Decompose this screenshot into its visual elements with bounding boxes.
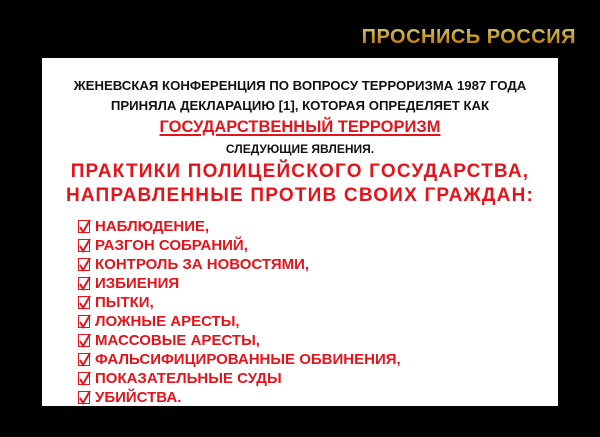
list-item: [78, 331, 558, 350]
list-item: [78, 350, 558, 369]
checkmark-icon: [78, 258, 90, 271]
list-item-label: РАЗГОН СОБРАНИЙ,: [95, 237, 248, 254]
list-item: [78, 236, 558, 255]
checkmark-icon: [78, 372, 90, 385]
checkmark-icon: [78, 391, 90, 404]
list-item-label: ИЗБИЕНИЯ: [95, 275, 180, 292]
checkmark-icon: [78, 353, 90, 366]
list-item: [78, 369, 558, 388]
list-item: [78, 217, 558, 236]
list-item-label: НАБЛЮДЕНИЕ,: [95, 218, 210, 235]
list-item-label: ЛОЖНЫЕ АРЕСТЫ,: [95, 313, 240, 330]
heading-line-1: ПРАКТИКИ ПОЛИЦЕЙСКОГО ГОСУДАРСТВА,: [70, 161, 530, 182]
heading-line-2: НАПРАВЛЕННЫЕ ПРОТИВ СВОИХ ГРАЖДАН:: [65, 185, 535, 206]
list-item-label: ПЫТКИ,: [95, 294, 154, 311]
list-item-label: МАССОВЫЕ АРЕСТЫ,: [95, 332, 260, 349]
intro-line-2: ПРИНЯЛА ДЕКЛАРАЦИЮ [1], КОТОРАЯ ОПРЕДЕЛЯЕТ КАК: [110, 98, 490, 113]
following-text: СЛЕДУЮЩИЕ ЯВЛЕНИЯ.: [225, 142, 375, 156]
list-item-label: КОНТРОЛЬ ЗА НОВОСТЯМИ,: [95, 256, 310, 273]
checkmark-icon: [78, 277, 90, 290]
declaration-card: [42, 58, 558, 406]
term-title: [42, 116, 558, 138]
checkmark-icon: [78, 296, 90, 309]
checkmark-icon: [78, 220, 90, 233]
list-item: [78, 388, 558, 407]
checkmark-icon: [78, 334, 90, 347]
list-item: [78, 255, 558, 274]
intro-line-1: ЖЕНЕВСКАЯ КОНФЕРЕНЦИЯ ПО ВОПРОСУ ТЕРРОРИЗМА 1987 ГОДА: [73, 78, 527, 93]
list-item-label: ПОКАЗАТЕЛЬНЫЕ СУДЫ: [95, 370, 282, 387]
checkmark-icon: [78, 315, 90, 328]
brand-logo-text: ПРОСНИСЬ РОССИЯ: [361, 26, 576, 48]
checkmark-icon: [78, 239, 90, 252]
practices-list: [78, 217, 558, 407]
list-item-label: УБИЙСТВА.: [95, 389, 182, 406]
list-item: [78, 274, 558, 293]
list-item: [78, 312, 558, 331]
term-text: ГОСУДАРСТВЕННЫЙ ТЕРРОРИЗМ: [159, 118, 441, 136]
list-item: [78, 293, 558, 312]
list-item-label: ФАЛЬСИФИЦИРОВАННЫЕ ОБВИНЕНИЯ,: [95, 351, 401, 368]
